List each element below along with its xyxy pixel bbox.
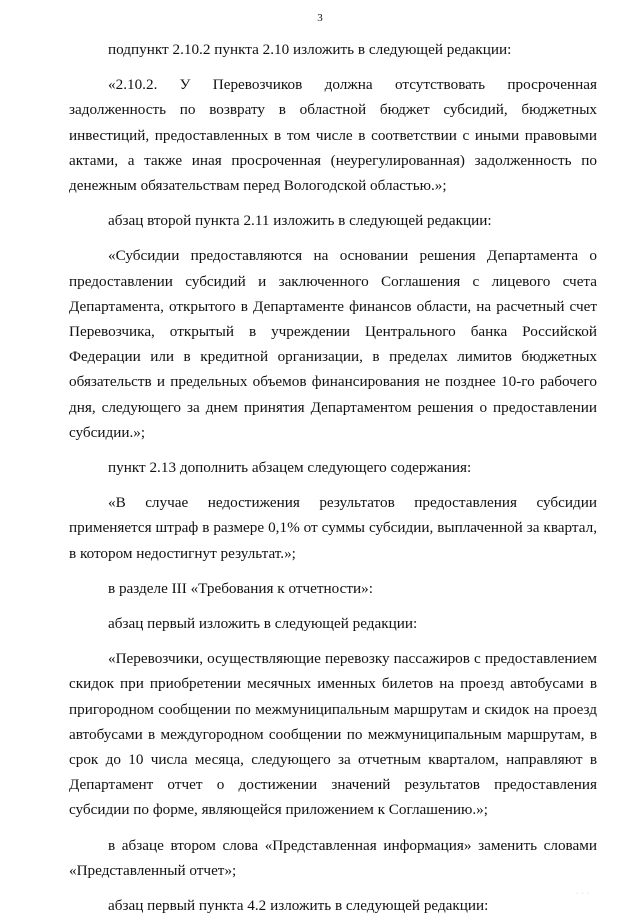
paragraph-amend-section-3-first: абзац первый изложить в следующей редакции: (108, 615, 418, 633)
paragraph-quote-2-13: «В случае недостижения результатов предоставления субсидии применяется штраф в размере 0,1% от суммы субсидии, выплаченной за квартал, в котором недостигнут результат.»; (69, 494, 597, 562)
paragraph-amend-2-11: абзац второй пункта 2.11 изложить в следующей редакции: (108, 212, 492, 230)
paragraph-amend-2-10-2: подпункт 2.10.2 пункта 2.10 изложить в следующей редакции: (108, 41, 512, 58)
paragraph-quote-2-10-2: «2.10.2. У Перевозчиков должна отсутствовать просроченная задолженность по возврату в областной бюджет субсидий, бюджетных инвестиций, предоставленных в том числе в соответствии с иными правовыми актами, а также иная просроченная (неурегулированная) задолженность по денежным обязательствам перед Вологодской областью.»; (69, 76, 597, 195)
paragraph-amend-2-13: пункт 2.13 дополнить абзацем следующего содержания: (108, 459, 472, 477)
paragraph-quote-section-3: «Перевозчики, осуществляющие перевозку пассажиров с предоставлением скидок при приобретении месячных именных билетов на проезд автобусами в пригородном сообщении по межмуниципальным маршрутам и скидок на проезд автобусами в междугородном сообщении по межмуниципальным маршрутам, в срок до 10 числа месяца, следующего за отчетным кварталом, направляют в Департамент отчет о достижении значений результатов предоставления субсидии по форме, являющейся приложением к Соглашению.»; (69, 650, 597, 819)
page-number: 3 (317, 12, 323, 24)
paragraph-quote-2-11: «Субсидии предоставляются на основании решения Департамента о предоставлении субсидий и заключенного Соглашения с лицевого счета Департамента, открытого в Департаменте финансов области, на расчетный счет Перевозчика, открытый в учреждении Центрального банка Российской Федерации или в кредитной организации, в пределах лимитов бюджетных обязательств и предельных объемов финансирования не позднее 10-го рабочего дня, следующего за днем принятия Департаментом решения о предоставлении субсидии.»; (69, 247, 597, 441)
paragraph-amend-4-2: абзац первый пункта 4.2 изложить в следующей редакции: (108, 897, 489, 915)
paragraph-amend-section-3-second: в абзаце втором слова «Представленная информация» заменить словами «Представленный отчет»; (69, 836, 597, 879)
document-body (69, 37, 597, 918)
paragraph-section-3: в разделе III «Требования к отчетности»: (108, 579, 373, 597)
scan-mark: · · · (576, 891, 590, 897)
